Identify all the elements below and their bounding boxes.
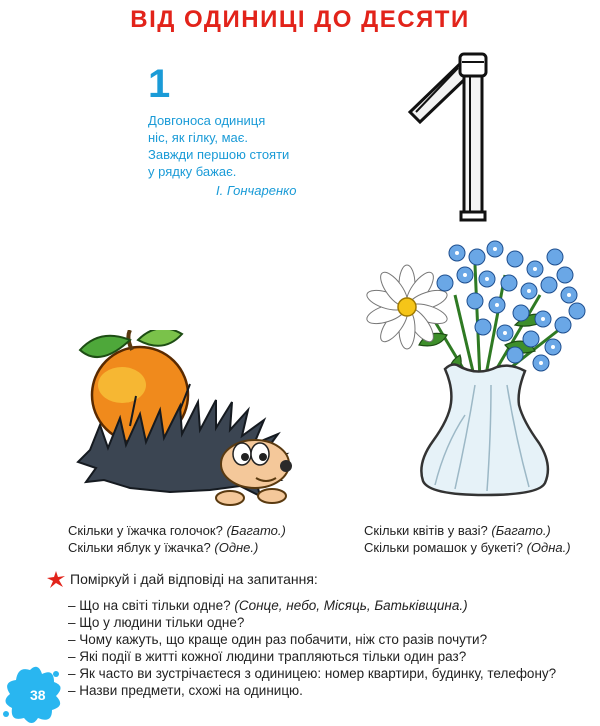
question-line [68,539,286,556]
list-item-answer: (Сонце, небо, Місяць, Батьківщина.) [234,598,468,613]
list-item [68,597,556,614]
answer-text: (Одна.) [526,540,571,555]
poem-author: І. Гончаренко [216,183,297,198]
question-text: Скільки квітів у вазі? [364,523,488,538]
page-title: ВІД ОДИНИЦІ ДО ДЕСЯТИ [130,6,470,33]
list-item [68,682,556,699]
list-item [68,614,556,631]
task-instruction: Поміркуй і дай відповіді на запитання: [70,571,318,587]
list-item [68,631,556,648]
page-number: 38 [30,687,46,703]
question-text: Скільки ромашок у букеті? [364,540,523,555]
answer-text: (Багато.) [226,523,286,538]
list-item [68,648,556,665]
list-item-question: – Що у людини тільки одне? [68,615,245,630]
list-item [68,665,556,682]
hedgehog-with-apple-illustration [60,330,310,510]
poem [148,112,297,199]
answer-text: (Багато.) [491,523,551,538]
star-marker-icon [46,570,66,590]
vase-questions [364,522,571,556]
hedgehog-questions [68,522,286,556]
question-text: Скільки яблук у їжачка? [68,540,211,555]
question-text: Скільки у їжачка голочок? [68,523,223,538]
list-item-question: – Як часто ви зустрічаєтеся з одиницею: номер квартири, будинку, телефону? [68,666,557,681]
question-line [68,522,286,539]
list-item-question: – Які події в житті кожної людини трапляються тільки один раз? [68,649,467,664]
question-list [68,597,556,699]
poem-line: Завжди першою стояти [148,147,290,162]
question-line [364,539,571,556]
digit-one-rod-illustration [400,40,500,225]
vase-with-flowers-illustration [365,235,595,500]
list-item-question: – Назви предмети, схожі на одиницю. [68,683,303,698]
list-item-question: – Чому кажуть, що краще один раз побачити, ніж сто разів почути? [68,632,488,647]
big-digit-one: 1 [148,62,171,106]
question-line [364,522,571,539]
poem-line: у рядку бажає. [148,164,237,179]
poem-line: ніс, як гілку, має. [148,130,249,145]
answer-text: (Одне.) [214,540,259,555]
poem-line: Довгоноса одиниця [148,113,266,128]
list-item-question: – Що на світі тільки одне? [68,598,235,613]
